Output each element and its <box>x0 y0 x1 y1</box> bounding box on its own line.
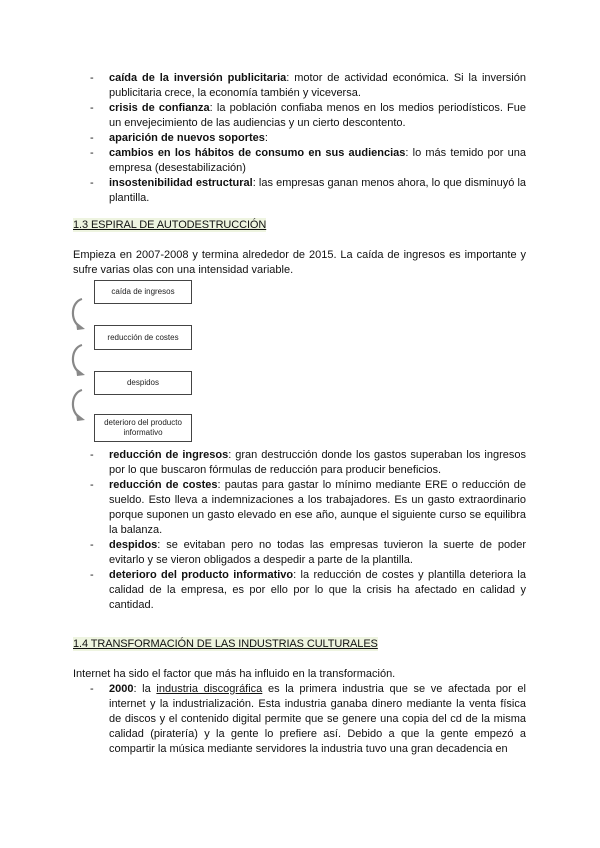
spiral-list <box>90 448 526 613</box>
list-item: - reducción de costes: pautas para gastar lo mínimo mediante ERE o reducción de sueldo. Esto lleva a indemnizaciones a los trabajadores. Es un gasto extraordinario porque suponen un gasto elevado en ese año, aunque el siguiente curso se equilibra la balanza. <box>90 479 526 536</box>
diagram-box-costs: reducción de costes <box>94 325 192 350</box>
section-heading-1-3: 1.3 ESPIRAL DE AUTODESTRUCCIÓN <box>73 219 267 231</box>
section-heading-1-4: 1.4 TRANSFORMACIÓN DE LAS INDUSTRIAS CULTURALES <box>73 638 378 650</box>
list-item: - aparición de nuevos soportes: <box>90 132 268 144</box>
list-item: - reducción de ingresos: gran destrucción donde los gastos superaban los ingresos por lo que buscaron fórmulas de reducción para producir beneficios. <box>90 449 526 476</box>
list-item: - deterioro del producto informativo: la reducción de costes y plantilla deteriora la calidad de la empresa, es por ello por lo que la crisis ha afectado en calidad y cantidad. <box>90 569 526 611</box>
curved-arrow-icon <box>68 342 92 378</box>
factors-list <box>90 71 527 206</box>
industria-discografica-link[interactable]: industria discográfica <box>156 683 263 695</box>
list-item: - 2000: la industria discográfica es la primera industria que se ve afectada por el internet y la industrialización. Esta industria ganaba dinero mediante la venta física de discos y el contenido digital permite que se genere una copia del cd de la misma calidad (piratería) y la gente lo prefiere así. Debido a que la gente empezó a compartir la música mediante servidores la industria tuvo una gran decadencia en <box>90 683 526 755</box>
list-item: - crisis de confianza: la población confiaba menos en los medios periodísticos. Fue un envejecimiento de las audiencias y un cierto descontento. <box>90 102 526 129</box>
list-item: - caída de la inversión publicitaria: motor de actividad económica. Si la inversión publicitaria crece, la economía también y viceversa. <box>90 72 526 99</box>
curved-arrow-icon <box>68 387 92 423</box>
diagram-box-deterioration: deterioro del producto informativo <box>94 414 192 442</box>
list-item: - cambios en los hábitos de consumo en sus audiencias: lo más temido por una empresa (desestabilización) <box>90 147 526 174</box>
industries-list <box>90 682 526 757</box>
section-intro-1-3: Empieza en 2007-2008 y termina alrededor de 2015. La caída de ingresos es importante y sufre varias olas con una intensidad variable. <box>73 249 526 276</box>
list-item: - despidos: se evitaban pero no todas las empresas tuvieron la suerte de poder evitarlo y se vieron obligados a despedir a parte de la plantilla. <box>90 539 526 566</box>
diagram-box-income: caída de ingresos <box>94 280 192 304</box>
diagram-box-layoffs: despidos <box>94 371 192 395</box>
curved-arrow-icon <box>68 296 92 332</box>
list-item: - insostenibilidad estructural: las empresas ganan menos ahora, lo que disminuyó la plantilla. <box>90 177 527 204</box>
section-intro-1-4: Internet ha sido el factor que más ha influido en la transformación. <box>73 668 396 680</box>
